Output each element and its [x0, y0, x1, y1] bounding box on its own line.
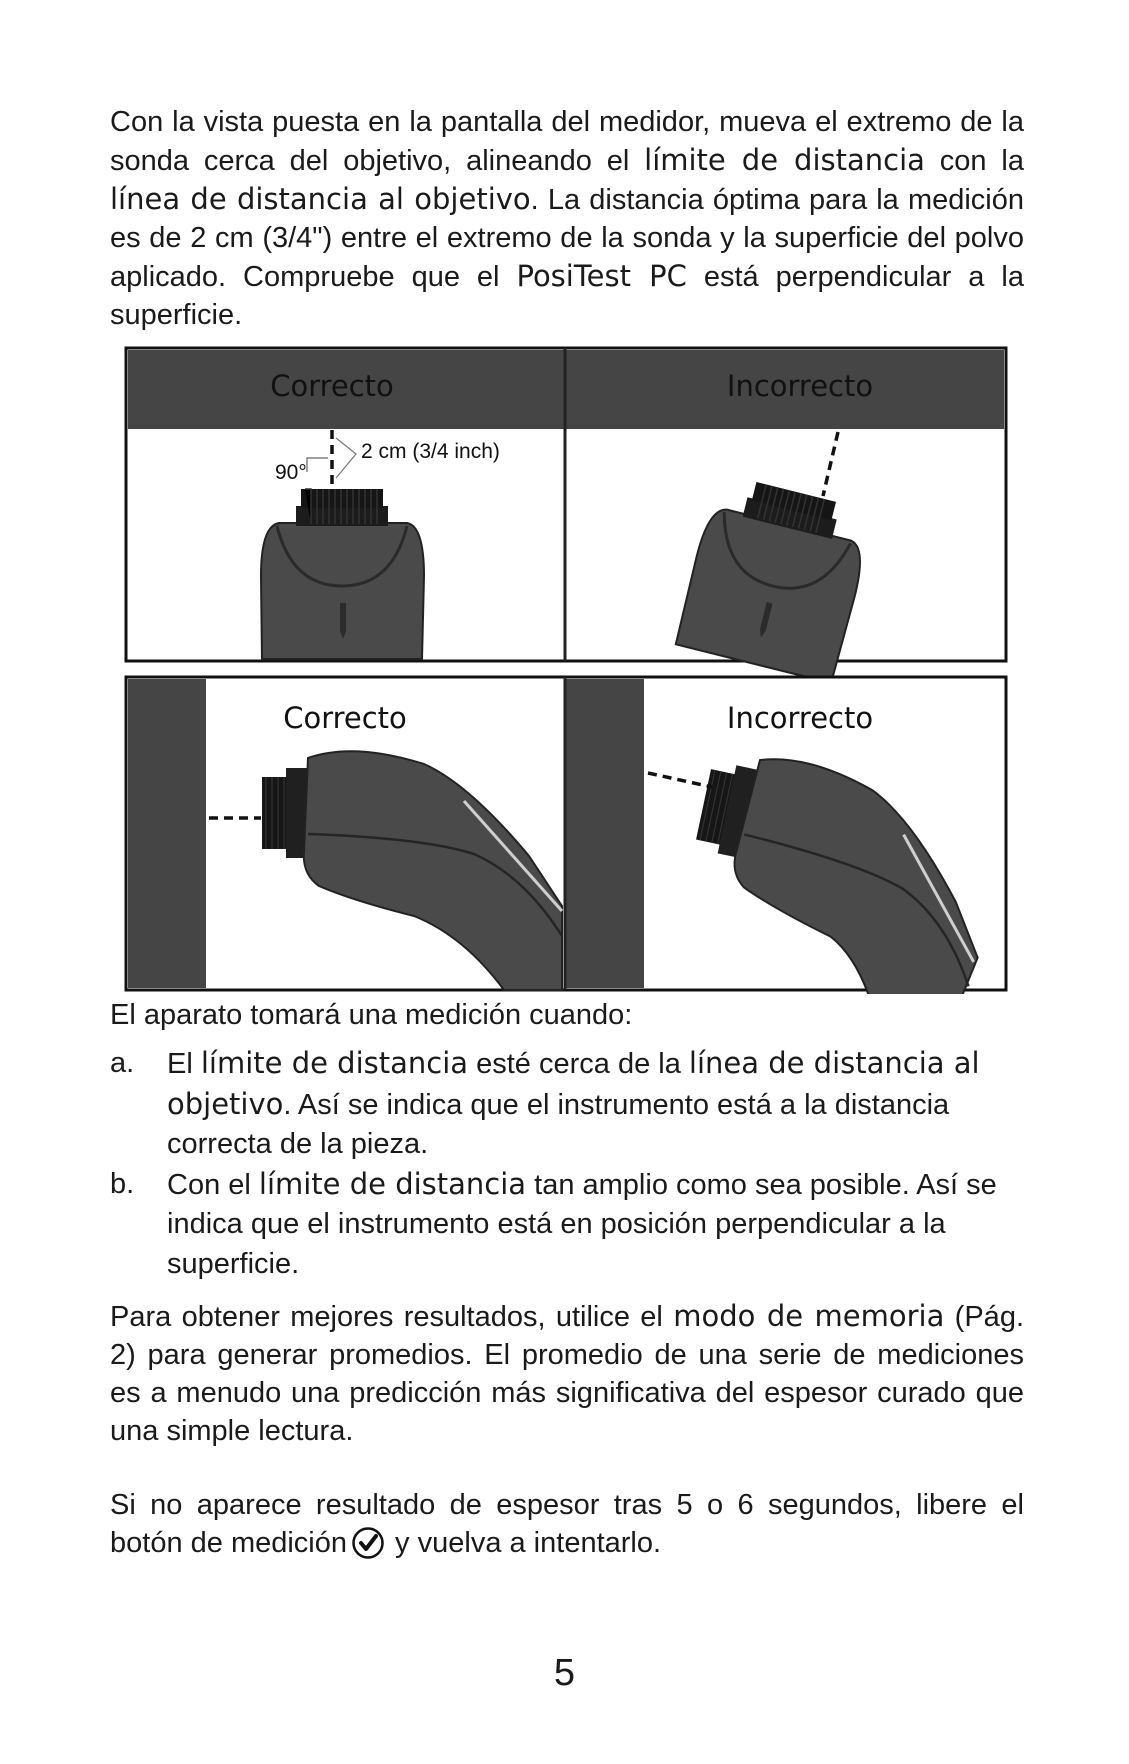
measurement-conditions-intro: El aparato tomará una medición cuando: [110, 999, 633, 1031]
top-left-label: Correcto [270, 369, 394, 403]
intro-paragraph [110, 103, 1024, 334]
term-product-name: PosiTest PC [516, 259, 687, 293]
term-distance-limit: límite de distancia [200, 1046, 469, 1080]
page-number: 5 [553, 1652, 576, 1694]
bottom-panels [126, 677, 1008, 994]
conditions-list [110, 1044, 1024, 1284]
list-item [110, 1165, 1024, 1285]
list-item-text: El límite de distancia esté cerca de la línea de distancia al objetivo. Así se indica que el instrumento está a la distancia correcta de la pieza. [167, 1046, 980, 1160]
memory-mode-paragraph: Para obtener mejores resultados, utilice el modo de memoria (Pág. 2) para generar promedios. El promedio de una serie de mediciones es a menudo una predicción más significativa del espesor curado que una simple lectura. [110, 1299, 1024, 1447]
term-target-distance-line: línea de distancia al objetivo [167, 1046, 980, 1121]
paragraph-text: está perpendicular a la superficie. [110, 261, 1024, 331]
top-right-label: Incorrecto [726, 369, 874, 403]
paragraph-text: . La distancia óptima para la medición es de 2 cm (3/4") entre el extremo de la sonda y la superficie del polvo aplicado. Compruebe que el [110, 184, 1024, 293]
retry-paragraph: Si no aparece resultado de espesor tras 5 o 6 segundos, libere el botón de medición y vuelva a intentarlo. [110, 1489, 1024, 1559]
paragraph-text: con la [924, 145, 1024, 177]
bottom-left-label: Correcto [283, 701, 407, 735]
term-distance-limit: límite de distancia [258, 1166, 527, 1201]
check-circle-icon [351, 1526, 385, 1560]
bottom-right-label: Incorrecto [726, 701, 874, 735]
top-panels [126, 348, 1006, 683]
term-distance-limit: límite de distancia [644, 143, 925, 177]
paragraph-text: Con la vista puesta en la pantalla del medidor, mueva el extremo de la sonda cerca del objetivo, alineando el [110, 106, 1024, 177]
angle-label: 90° [275, 461, 307, 484]
term-target-distance-line: línea de distancia al objetivo [110, 182, 531, 216]
list-item [110, 1044, 1024, 1165]
list-item-text: Con el límite de distancia tan amplio como sea posible. Así se indica que el instrumento está en posición perpendicular a la superficie. [167, 1166, 997, 1280]
list-marker: b. [110, 1167, 135, 1200]
list-marker: a. [110, 1047, 135, 1079]
probe-alignment-figure [124, 346, 1008, 994]
distance-label: 2 cm (3/4 inch) [361, 440, 500, 463]
term-memory-mode: modo de memoria [673, 1299, 945, 1333]
